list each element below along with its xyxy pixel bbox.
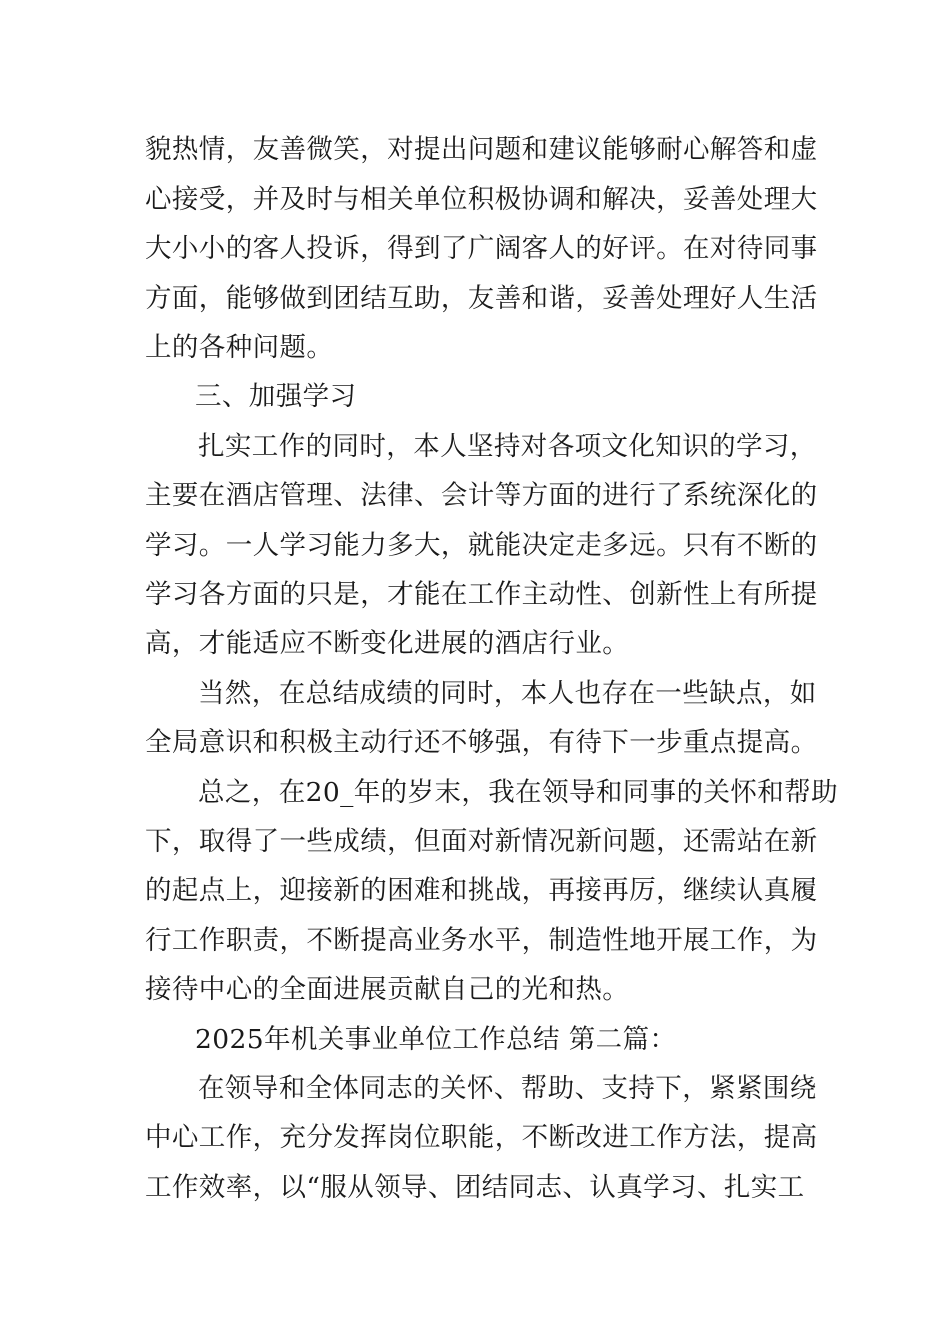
paragraph-line: 全局意识和积极主动行还不够强，有待下一步重点提高。 [145, 727, 818, 758]
paragraph-line: 扎实工作的同时，本人坚持对各项文化知识的学习， [198, 431, 817, 462]
section-heading: 2025年机关事业单位工作总结 第二篇： [195, 1024, 677, 1055]
paragraph-line: 貌热情，友善微笑，对提出问题和建议能够耐心解答和虚 [145, 134, 818, 165]
paragraph-line: 中心工作，充分发挥岗位职能，不断改进工作方法，提高 [145, 1122, 818, 1153]
paragraph-line: 行工作职责，不断提高业务水平，制造性地开展工作，为 [145, 925, 818, 956]
paragraph-line: 接待中心的全面进展贡献自己的光和热。 [145, 974, 630, 1005]
paragraph-line: 总之，在20_年的岁末，我在领导和同事的关怀和帮助 [198, 777, 838, 808]
paragraph-line: 的起点上，迎接新的困难和挑战，再接再厉，继续认真履 [145, 875, 818, 906]
paragraph-line: 上的各种问题。 [145, 332, 334, 363]
paragraph-line: 工作效率，以“服从领导、团结同志、认真学习、扎实工 [145, 1172, 805, 1203]
paragraph-line: 心接受，并及时与相关单位积极协调和解决，妥善处理大 [145, 184, 818, 215]
paragraph-line: 方面，能够做到团结互助，友善和谐，妥善处理好人生活 [145, 283, 818, 314]
paragraph-line: 大小小的客人投诉，得到了广阔客人的好评。在对待同事 [145, 233, 818, 264]
paragraph-line: 高，才能适应不断变化进展的酒店行业。 [145, 628, 630, 659]
paragraph-line: 学习。一人学习能力多大，就能决定走多远。只有不断的 [145, 530, 818, 561]
paragraph-line: 在领导和全体同志的关怀、帮助、支持下，紧紧围绕 [198, 1073, 817, 1104]
paragraph-line: 当然，在总结成绩的同时，本人也存在一些缺点，如 [198, 678, 817, 709]
paragraph-line: 下，取得了一些成绩，但面对新情况新问题，还需站在新 [145, 826, 818, 857]
section-heading: 三、加强学习 [195, 381, 357, 412]
paragraph-line: 学习各方面的只是，才能在工作主动性、创新性上有所提 [145, 579, 818, 610]
paragraph-line: 主要在酒店管理、法律、会计等方面的进行了系统深化的 [145, 480, 818, 511]
